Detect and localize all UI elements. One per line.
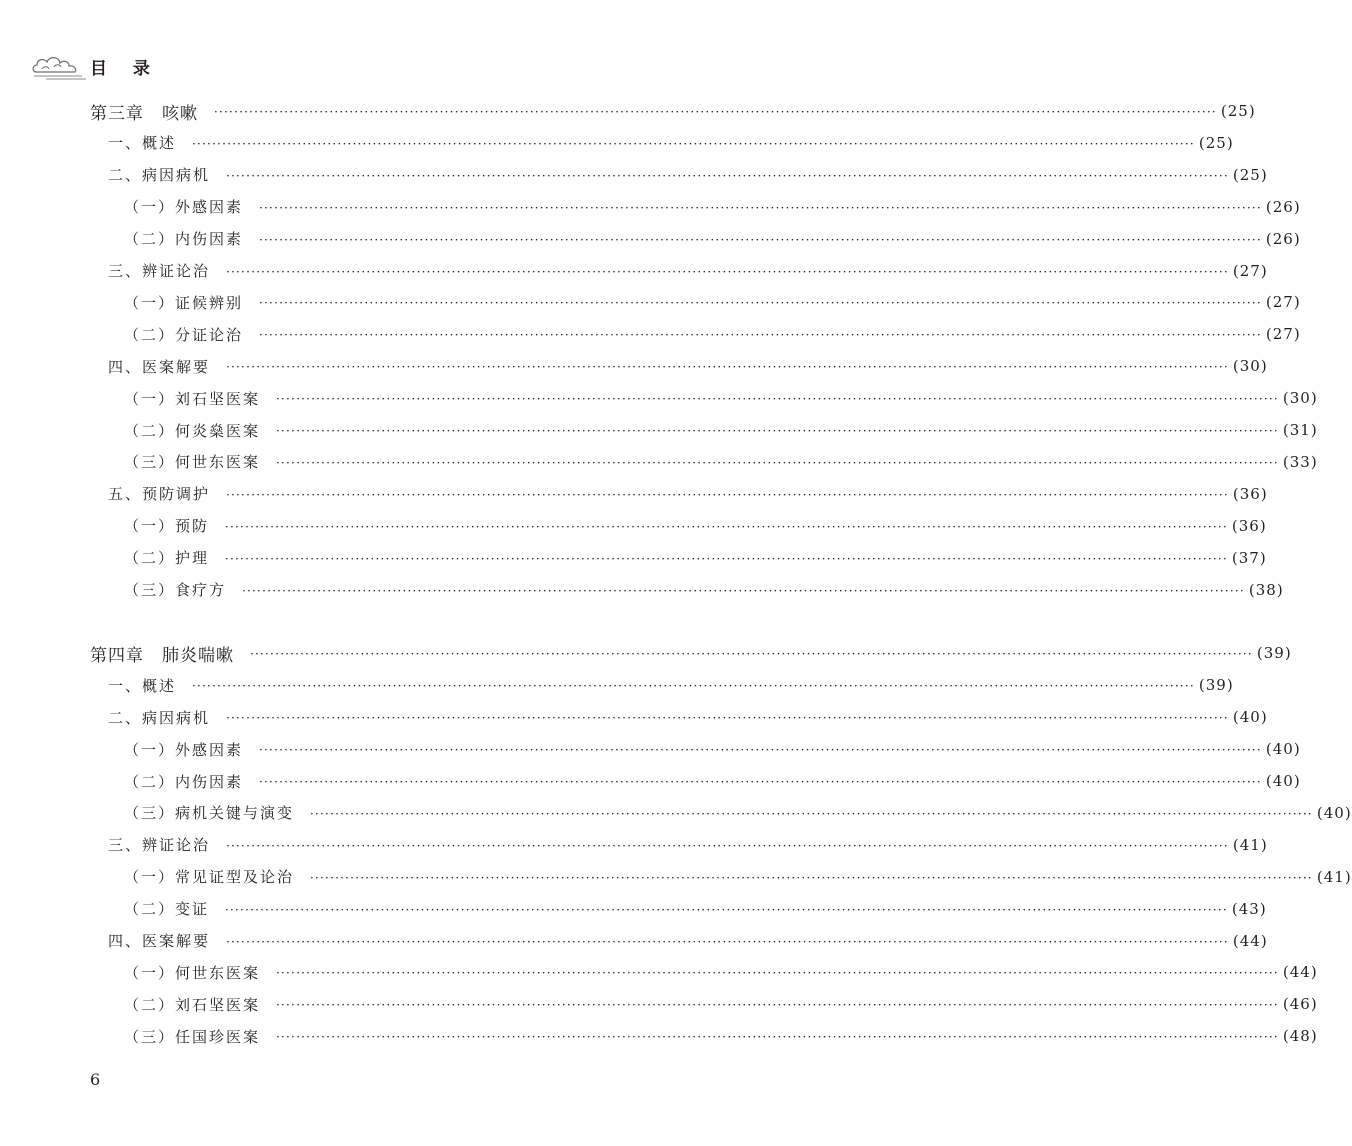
toc-page-number: (39) (1198, 676, 1234, 695)
toc-entry-title: （一）常见证型及论治 (124, 868, 295, 887)
dot-leader: ········································································································································································································ (259, 328, 1262, 343)
toc-page-number: (26) (1265, 229, 1301, 248)
toc-entry-title: （一）证候辨别 (124, 293, 244, 312)
toc-entry[interactable] (90, 893, 1267, 925)
toc-entry[interactable] (90, 925, 1268, 957)
toc-entry-title: 二、病因病机 (108, 166, 211, 185)
toc-entry[interactable] (90, 765, 1301, 797)
toc-page-number: (37) (1231, 548, 1267, 567)
toc-entry-title: （一）何世东医案 (124, 963, 261, 982)
dot-leader: ········································································································································································································ (225, 551, 1228, 566)
dot-leader: ········································································································································································································ (192, 679, 1195, 694)
toc-entry-title: 四、医案解要 (108, 932, 211, 950)
toc-page-number: (40) (1265, 772, 1301, 790)
toc-entry[interactable] (90, 255, 1268, 287)
toc-entry-title: 一、概述 (108, 676, 177, 695)
toc-page-number: (39) (1256, 644, 1292, 663)
dot-leader: ········································································································································································································ (276, 1030, 1279, 1045)
toc-entry[interactable] (90, 286, 1301, 318)
toc-entry-title: 第四章 肺炎喘嗽 (90, 645, 234, 666)
toc-entry[interactable] (90, 669, 1234, 701)
toc-page-number: (40) (1232, 708, 1268, 727)
toc-chapter-entry[interactable] (90, 95, 1256, 127)
dot-leader: ········································································································································································································ (276, 424, 1279, 438)
dot-leader: ········································································································································································································ (276, 392, 1279, 407)
cloud-icon (32, 52, 88, 80)
toc-entry[interactable] (90, 127, 1234, 159)
toc-entry[interactable] (90, 350, 1268, 382)
toc-entry[interactable] (90, 1020, 1318, 1052)
toc-entry-title: （二）分证论治 (124, 325, 244, 344)
toc-entry[interactable] (90, 956, 1318, 988)
dot-leader: ········································································································································································································ (310, 870, 1313, 885)
toc-page-number: (36) (1232, 484, 1268, 503)
toc-page-number: (36) (1231, 516, 1267, 535)
toc-page-number: (46) (1282, 995, 1318, 1014)
toc-page-number: (30) (1232, 357, 1268, 376)
dot-leader: ········································································································································································································ (310, 806, 1313, 821)
dot-leader: ········································································································································································································ (192, 136, 1195, 151)
dot-leader: ········································································································································································································ (242, 583, 1245, 598)
toc-entry-title: （二）护理 (124, 549, 210, 568)
dot-leader: ········································································································································································································ (225, 519, 1228, 534)
toc-page-number: (25) (1220, 102, 1256, 120)
toc-entry[interactable] (90, 414, 1318, 446)
toc-page-number: (40) (1316, 803, 1352, 822)
page-number: 6 (90, 1070, 101, 1089)
toc-page-number: (27) (1265, 325, 1301, 344)
toc-entry-title: （二）刘石坚医案 (124, 995, 261, 1014)
toc-entry-title: （二）内伤因素 (124, 230, 244, 249)
dot-leader: ········································································································································································································ (226, 168, 1229, 183)
dot-leader: ········································································································································································································ (259, 775, 1262, 789)
toc-page-number: (41) (1232, 835, 1268, 854)
toc-entry-title: 二、病因病机 (108, 708, 211, 727)
toc-entry-title: 四、医案解要 (108, 357, 211, 376)
toc-page-number: (43) (1231, 899, 1267, 918)
toc-entry[interactable] (90, 159, 1268, 191)
dot-leader: ········································································································································································································ (226, 360, 1229, 375)
toc-entry-title: 第三章 咳嗽 (90, 103, 198, 124)
toc-entry-title: 五、预防调护 (108, 485, 211, 504)
toc-page-number: (48) (1282, 1027, 1318, 1046)
toc-entry-title: （三）病机关键与演变 (124, 804, 295, 823)
toc-page-number: (40) (1265, 740, 1301, 759)
toc-entry[interactable] (90, 574, 1284, 606)
toc-entry[interactable] (90, 797, 1352, 829)
toc-page-number: (25) (1232, 165, 1268, 184)
toc-page-number: (27) (1265, 293, 1301, 312)
toc-entry-title: （二）何炎燊医案 (124, 421, 261, 440)
dot-leader: ········································································································································································································ (276, 966, 1279, 981)
dot-leader: ········································································································································································································ (225, 902, 1228, 917)
toc-entry[interactable] (90, 446, 1318, 478)
toc-entry[interactable] (90, 988, 1318, 1020)
dot-leader: ········································································································································································································ (259, 232, 1262, 247)
dot-leader: ········································································································································································································ (214, 105, 1217, 119)
dot-leader: ········································································································································································································ (226, 487, 1229, 502)
dot-leader: ········································································································································································································ (250, 647, 1253, 662)
dot-leader: ········································································································································································································ (276, 998, 1279, 1013)
toc-entry[interactable] (90, 701, 1268, 733)
toc-page-number: (44) (1282, 963, 1318, 982)
toc-entry[interactable] (90, 382, 1318, 414)
toc-entry[interactable] (90, 478, 1268, 510)
toc-chapter-entry[interactable] (90, 637, 1292, 669)
header-title: 目 录 (90, 59, 160, 79)
toc-entry-title: （二）变证 (124, 900, 210, 919)
toc-page-number: (31) (1282, 421, 1318, 439)
toc-page-number: (25) (1198, 133, 1234, 152)
toc-entry-title: （三）食疗方 (124, 581, 227, 599)
dot-leader: ········································································································································································································ (226, 711, 1229, 726)
dot-leader: ········································································································································································································ (259, 743, 1262, 758)
toc-page-number: (33) (1282, 452, 1318, 471)
toc-entry[interactable] (90, 318, 1301, 350)
toc-entry[interactable] (90, 733, 1301, 765)
toc-entry[interactable] (90, 191, 1301, 223)
toc-entry[interactable] (90, 510, 1267, 542)
running-header (32, 52, 232, 82)
toc-entry-title: （一）预防 (124, 517, 210, 536)
toc-page-number: (44) (1232, 931, 1268, 950)
dot-leader: ········································································································································································································ (259, 200, 1262, 215)
dot-leader: ········································································································································································································ (226, 264, 1229, 279)
toc-entry-title: （三）何世东医案 (124, 453, 261, 472)
toc-entry[interactable] (90, 861, 1352, 893)
toc-page-number: (38) (1248, 580, 1284, 599)
toc-entry-title: 三、辨证论治 (108, 262, 211, 280)
toc-page-number: (30) (1282, 389, 1318, 408)
dot-leader: ········································································································································································································ (226, 838, 1229, 853)
toc-entry[interactable] (90, 542, 1267, 574)
toc-entry-title: （二）内伤因素 (124, 772, 244, 791)
dot-leader: ········································································································································································································ (226, 934, 1229, 949)
toc-page-number: (41) (1316, 867, 1352, 886)
toc-entry-title: （一）外感因素 (124, 198, 244, 217)
toc-entry-title: （一）外感因素 (124, 740, 244, 759)
toc-page-number: (27) (1232, 261, 1268, 280)
toc-entry-title: （一）刘石坚医案 (124, 389, 261, 408)
toc-entry[interactable] (90, 223, 1301, 255)
toc-entry[interactable] (90, 829, 1268, 861)
toc-entry-title: 三、辨证论治 (108, 836, 211, 855)
toc-page-number: (26) (1265, 197, 1301, 216)
toc-entry-title: 一、概述 (108, 134, 177, 153)
dot-leader: ········································································································································································································ (259, 296, 1262, 311)
dot-leader: ········································································································································································································ (276, 455, 1279, 470)
toc-entry-title: （三）任国珍医案 (124, 1027, 261, 1046)
